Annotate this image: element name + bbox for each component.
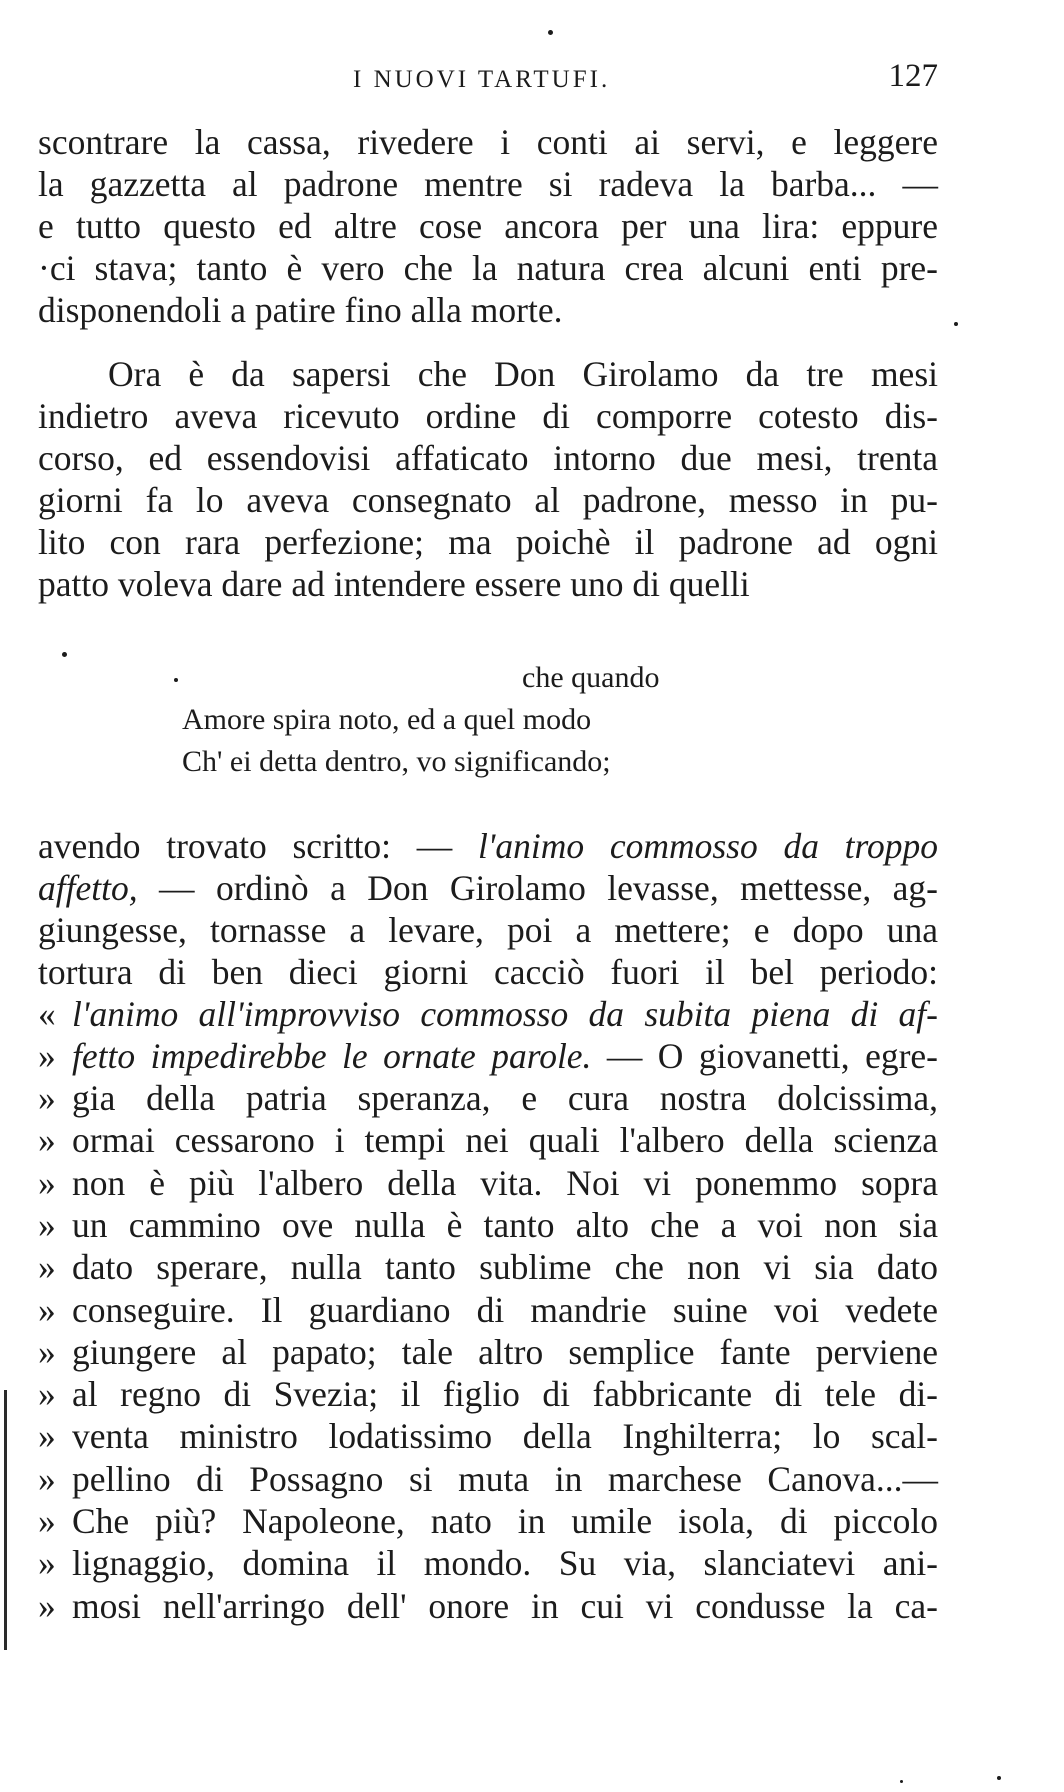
- quote-mark: »: [38, 1289, 56, 1330]
- quoted-line: [38, 1120, 938, 1160]
- text-run: avendo trovato scritto: —: [38, 826, 478, 866]
- text-line: corso, ed essendovisi affaticato intorno due mesi, trenta: [38, 438, 938, 478]
- italic-run: fetto impedirebbe le ornate parole.: [72, 1036, 592, 1076]
- quote-mark: »: [38, 1543, 56, 1584]
- italic-run: affetto,: [38, 868, 138, 908]
- quote-mark: «: [38, 994, 56, 1034]
- text-line: scontrare la cassa, rivedere i conti ai servi, e leggere: [38, 122, 938, 162]
- quoted-text: gia della patria speranza, e cura nostra dolcissima,: [72, 1078, 938, 1118]
- quoted-line: [38, 1247, 938, 1287]
- quoted-text: mosi nell'arringo dell' onore in cui vi condusse la ca-: [72, 1585, 938, 1626]
- text-line: giorni fa lo aveva consegnato al padrone, messo in pu-: [38, 480, 938, 520]
- page-header: [38, 58, 938, 98]
- verse-line: Amore spira noto, ed a quel modo: [182, 703, 592, 736]
- verse-line: che quando: [522, 661, 660, 694]
- text-line: giungesse, tornasse a levare, poi a mettere; e dopo una: [38, 910, 938, 950]
- ink-speck: [174, 678, 178, 682]
- quoted-text: Che più? Napoleone, nato in umile isola, di piccolo: [72, 1501, 938, 1541]
- quote-mark: »: [38, 1162, 56, 1203]
- text-line: la gazzetta al padrone mentre si radeva la barba... —: [38, 164, 938, 204]
- quoted-line: [38, 1416, 938, 1456]
- quote-mark: »: [38, 1120, 56, 1161]
- text-line: Ora è da sapersi che Don Girolamo da tre mesi: [108, 354, 938, 394]
- ink-speck: [997, 1776, 1001, 1780]
- quote-mark: »: [38, 1458, 56, 1499]
- quote-mark: »: [38, 1374, 56, 1415]
- quoted-line: [38, 1205, 938, 1245]
- quote-mark: »: [38, 1204, 56, 1245]
- quoted-text: un cammino ove nulla è tanto alto che a voi non sia: [72, 1204, 938, 1245]
- quoted-text: venta ministro lodatissimo della Inghilterra; lo scal-: [72, 1416, 938, 1457]
- quote-mark: »: [38, 1247, 56, 1288]
- quoted-line: [38, 1290, 938, 1330]
- text-line: [38, 1036, 938, 1076]
- text-line: disponendoli a patire fino alla morte.: [38, 290, 563, 330]
- quoted-line: [38, 1586, 938, 1626]
- quoted-line: [38, 1459, 938, 1499]
- text-line: lito con rara perfezione; ma poichè il padrone ad ogni: [38, 522, 938, 562]
- text-run: — ordinò a Don Girolamo levasse, mettesse, ag-: [137, 868, 938, 908]
- text-line: [38, 826, 938, 866]
- text-line: patto voleva dare ad intendere essere uno di quelli: [38, 564, 750, 604]
- quoted-text: lignaggio, domina il mondo. Su via, slanciatevi ani-: [72, 1543, 938, 1584]
- quoted-line: [38, 1543, 938, 1583]
- ink-speck: [62, 652, 67, 657]
- text-line: e tutto questo ed altre cose ancora per una lira: eppure: [38, 206, 938, 246]
- text-line: [38, 868, 938, 908]
- text-line: tortura di ben dieci giorni cacciò fuori il bel periodo:: [38, 952, 938, 992]
- quote-mark: »: [38, 1585, 56, 1626]
- page-number: 127: [888, 58, 938, 94]
- quote-mark: »: [38, 1078, 56, 1118]
- verse-line: Ch' ei detta dentro, vo significando;: [182, 745, 611, 778]
- italic-run: l'animo commosso da troppo: [477, 826, 938, 866]
- quote-mark: »: [38, 1416, 56, 1457]
- quoted-line: [38, 1501, 938, 1541]
- quoted-text: giungere al papato; tale altro semplice fante perviene: [72, 1331, 938, 1372]
- quote-mark: »: [38, 1036, 56, 1076]
- text-line: indietro aveva ricevuto ordine di comporre cotesto dis-: [38, 396, 938, 436]
- quote-mark: »: [38, 1501, 56, 1541]
- quoted-text: non è più l'albero della vita. Noi vi ponemmo sopra: [72, 1162, 938, 1203]
- quoted-text: al regno di Svezia; il figlio di fabbricante di tele di-: [72, 1374, 938, 1415]
- quoted-text: dato sperare, nulla tanto sublime che non vi sia dato: [72, 1247, 938, 1288]
- quoted-line: [38, 1374, 938, 1414]
- text-line: [38, 994, 938, 1034]
- quoted-text: conseguire. Il guardiano di mandrie suine voi vedete: [72, 1289, 938, 1330]
- running-title: I NUOVI TARTUFI.: [353, 66, 611, 93]
- quoted-line: [38, 1163, 938, 1203]
- text-run: — O giovanetti, egre-: [591, 1036, 938, 1076]
- ink-speck: [548, 30, 553, 35]
- quoted-line: [38, 1078, 938, 1118]
- quote-mark: »: [38, 1331, 56, 1372]
- italic-run: l'animo all'improvviso commosso da subita piena di af-: [72, 994, 938, 1034]
- text-line: ·ci stava; tanto è vero che la natura crea alcuni enti pre-: [38, 248, 938, 288]
- ink-speck: [900, 1780, 903, 1783]
- ink-speck: [954, 322, 958, 326]
- margin-rule: [4, 1390, 7, 1650]
- quoted-text: ormai cessarono i tempi nei quali l'albero della scienza: [72, 1120, 938, 1161]
- quoted-text: pellino di Possagno si muta in marchese Canova...—: [72, 1458, 938, 1499]
- quoted-line: [38, 1332, 938, 1372]
